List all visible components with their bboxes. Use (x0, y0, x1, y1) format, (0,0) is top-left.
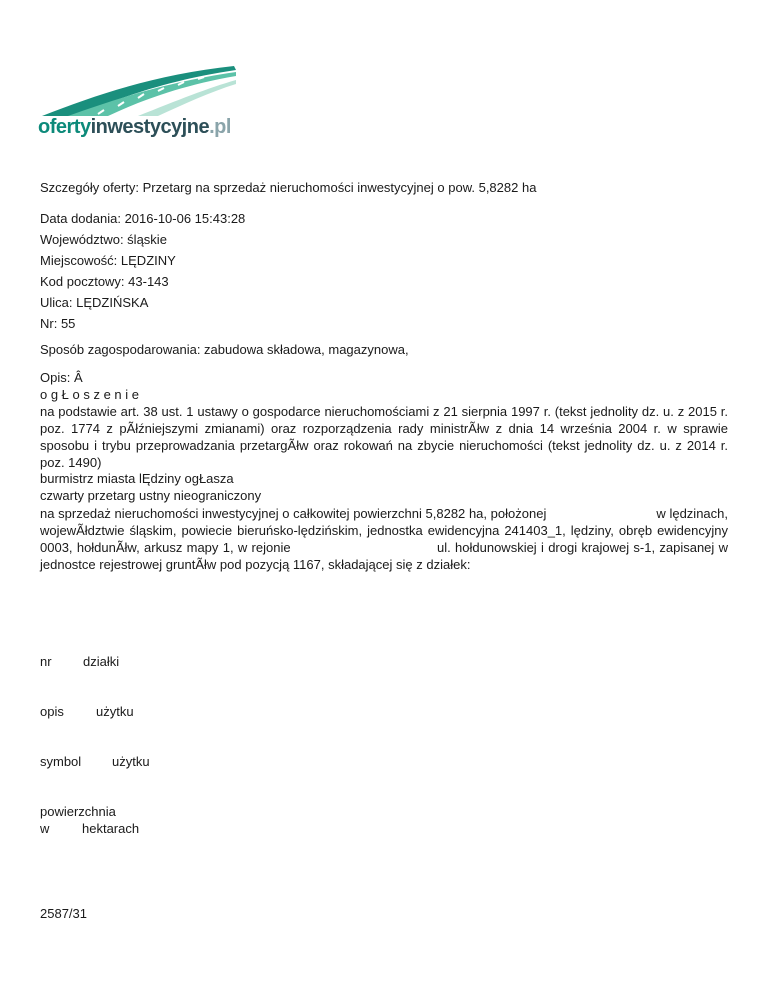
description-label: Opis: Â (40, 370, 83, 385)
road-graphic-icon (38, 64, 238, 118)
plot-number-cell: 2587/31 (40, 906, 87, 921)
col-area-b: w (40, 821, 50, 836)
announcement-title: o g Ł o s z e n i e (40, 387, 140, 402)
col-plot-number-b: działki (83, 654, 120, 669)
postal-code: Kod pocztowy: 43-143 (40, 274, 169, 289)
street-number: Nr: 55 (40, 316, 76, 331)
street: Ulica: LĘDZIŃSKA (40, 295, 149, 310)
col-plot-number-a: nr (40, 654, 52, 669)
col-use-desc-b: użytku (96, 704, 134, 719)
voivodeship: Województwo: śląskie (40, 232, 167, 247)
col-area-a: powierzchnia (40, 804, 116, 819)
locality: Miejscowość: LĘDZINY (40, 253, 176, 268)
date-added: Data dodania: 2016-10-06 15:43:28 (40, 211, 246, 226)
mayor-announces: burmistrz miasta lĘdziny ogŁasza (40, 471, 234, 486)
tender-type: czwarty przetarg ustny nieograniczony (40, 488, 262, 503)
col-use-symbol-a: symbol (40, 754, 82, 769)
property-paragraph: na sprzedaż nieruchomości inwestycyjnej o całkowitej powierzchni 5,8282 ha, położonej w lędzinach, wojewÃłdztwie śląskim, powiecie bieruńsko-lędzińskim, jednostka ewidencyjna 241403_1, lędziny, obręb ewidencyjny 0003, hołdunÃłw, arkusz mapy 1, w rejonie ul. hołdunowskiej i drogi krajowej s-1, zapisanej w jednostce rejestrowej gruntÃłw pod pozycją 1167, składającej się z działek: (40, 506, 732, 572)
col-use-desc-a: opis (40, 704, 64, 719)
logo-wordmark: ofertyinwestycyjne.pl (38, 116, 231, 138)
legal-basis-paragraph: na podstawie art. 38 ust. 1 ustawy o gospodarce nieruchomościami z 21 sierpnia 1997 r. (tekst jednolity dz. u. z 2015 r. poz. 1774 z pÃłźniejszymi zmianami) oraz rozporządzenia rady ministrÃłw z dnia 14 września 2004 r. w sprawie sposobu i trybu przeprowadzania przetargÃłw oraz rokowań na zbycie nieruchomości (tekst jednolity dz. u. z 2014 r. poz. 1490) (40, 404, 728, 470)
col-area-c: hektarach (82, 821, 140, 836)
col-use-symbol-b: użytku (112, 754, 150, 769)
site-logo[interactable] (38, 64, 248, 144)
land-use: Sposób zagospodarowania: zabudowa składowa, magazynowa, (40, 342, 409, 357)
offer-heading: Szczegóły oferty: Przetarg na sprzedaż nieruchomości inwestycyjnej o pow. 5,8282 ha (40, 180, 537, 195)
